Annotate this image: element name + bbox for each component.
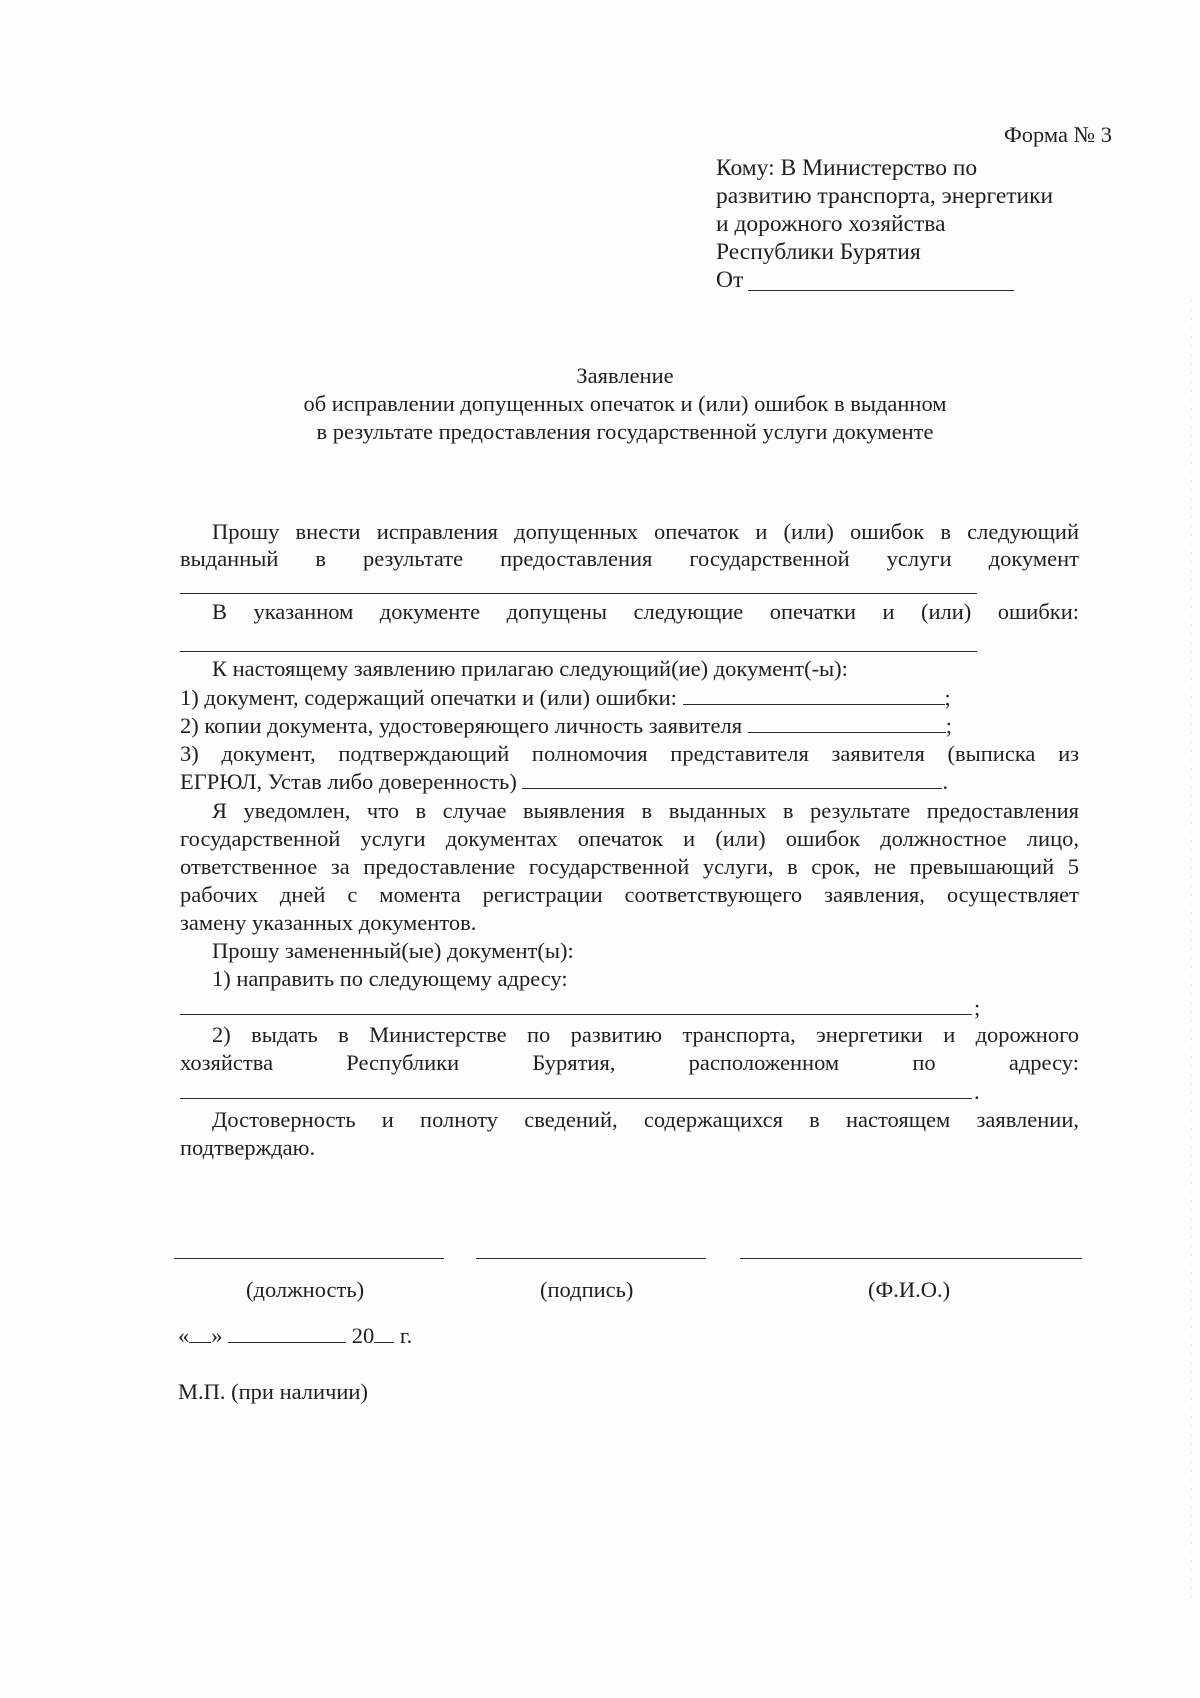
p5-line-1: Прошу замененный(ые) документ(ы): bbox=[212, 938, 574, 963]
addressee-line-2: развитию транспорта, энергетики bbox=[716, 183, 1054, 209]
signature-label: (подпись) bbox=[540, 1277, 634, 1302]
day-field[interactable] bbox=[189, 1322, 211, 1343]
attachment-item-3-line-1: 3) документ, подтверждающий полномочия представителя заявителя (выписка из bbox=[180, 741, 1079, 766]
year-suffix: г. bbox=[399, 1323, 413, 1348]
ministry-address-field-line[interactable] bbox=[180, 1098, 972, 1099]
p2-line-1: В указанном документе допущены следующие опечатки и (или) ошибки: bbox=[212, 599, 1079, 624]
form-number: Форма № 3 bbox=[1004, 122, 1112, 147]
attachment-item-2-field[interactable] bbox=[748, 712, 946, 733]
from-field-line[interactable] bbox=[748, 290, 1014, 291]
position-signature-line[interactable] bbox=[174, 1258, 444, 1259]
name-signature-line[interactable] bbox=[740, 1258, 1082, 1259]
address-field-line[interactable] bbox=[180, 1014, 972, 1015]
attachment-item-3-field[interactable] bbox=[522, 768, 942, 789]
month-field[interactable] bbox=[228, 1322, 346, 1343]
p5-item-2-end: . bbox=[974, 1079, 980, 1104]
stamp-label: М.П. (при наличии) bbox=[178, 1379, 368, 1404]
errors-field-line[interactable] bbox=[180, 651, 977, 652]
name-label: (Ф.И.О.) bbox=[868, 1277, 951, 1302]
date-open-quote: « bbox=[178, 1323, 190, 1348]
date-line bbox=[178, 1322, 412, 1349]
p4-line-5: замену указанных документов. bbox=[180, 910, 477, 935]
p4-line-3: ответственное за предоставление государственной услуги, в срок, не превышающий 5 bbox=[180, 854, 1079, 879]
p4-line-1: Я уведомлен, что в случае выявления в выданных в результате предоставления bbox=[212, 798, 1079, 823]
attachment-item-2 bbox=[180, 712, 952, 739]
addressee-line-1: Кому: В Министерство по bbox=[716, 155, 978, 181]
from-label: От bbox=[716, 267, 744, 293]
signature-line[interactable] bbox=[476, 1258, 706, 1259]
title-line-3: в результате предоставления государственной услуги документе bbox=[316, 419, 934, 444]
p3-line-1: К настоящему заявлению прилагаю следующий(ие) документ(-ы): bbox=[212, 656, 848, 681]
attachment-item-1-field[interactable] bbox=[683, 684, 945, 705]
date-close-quote: » bbox=[211, 1323, 223, 1348]
attachment-item-3-end: . bbox=[942, 769, 949, 794]
attachment-item-1-text: 1) документ, содержащий опечатки и (или) ошибки: bbox=[180, 685, 677, 710]
addressee-line-3: и дорожного хозяйства bbox=[716, 211, 946, 237]
p5-item-2-line-1: 2) выдать в Министерстве по развитию транспорта, энергетики и дорожного bbox=[212, 1022, 1079, 1047]
p6-line-1: Достоверность и полноту сведений, содержащихся в настоящем заявлении, bbox=[212, 1107, 1079, 1132]
document-field-line[interactable] bbox=[180, 593, 977, 594]
position-label: (должность) bbox=[246, 1277, 365, 1302]
attachment-item-2-end: ; bbox=[945, 713, 952, 738]
addressee-line-4: Республики Бурятия bbox=[716, 239, 921, 265]
p5-item-2-line-2: хозяйства Республики Бурятия, расположенном по адресу: bbox=[180, 1050, 1079, 1075]
scan-edge-artifact bbox=[1191, 300, 1192, 1600]
p6-line-2: подтверждаю. bbox=[180, 1135, 316, 1160]
year-prefix: 20 bbox=[351, 1323, 375, 1348]
attachment-item-2-text: 2) копии документа, удостоверяющего личность заявителя bbox=[180, 713, 743, 738]
attachment-item-1 bbox=[180, 684, 951, 711]
p4-line-4: рабочих дней с момента регистрации соответствующего заявления, осуществляет bbox=[180, 882, 1079, 907]
attachment-item-3-line-2 bbox=[180, 768, 948, 795]
title-line-2: об исправлении допущенных опечаток и (или) ошибок в выданном bbox=[303, 391, 947, 416]
attachment-item-1-end: ; bbox=[944, 685, 951, 710]
year-field[interactable] bbox=[374, 1322, 394, 1343]
p4-line-2: государственной услуги документах опечаток и (или) ошибок должностное лицо, bbox=[180, 826, 1079, 851]
p1-line-1: Прошу внести исправления допущенных опечаток и (или) ошибок в следующий bbox=[212, 519, 1079, 544]
title-line-1: Заявление bbox=[576, 363, 674, 388]
p5-item-1-end: ; bbox=[974, 995, 981, 1020]
p1-line-2: выданный в результате предоставления государственной услуги документ bbox=[180, 546, 1079, 571]
p5-item-1: 1) направить по следующему адресу: bbox=[212, 966, 568, 991]
attachment-item-3-text: ЕГРЮЛ, Устав либо доверенность) bbox=[180, 769, 517, 794]
